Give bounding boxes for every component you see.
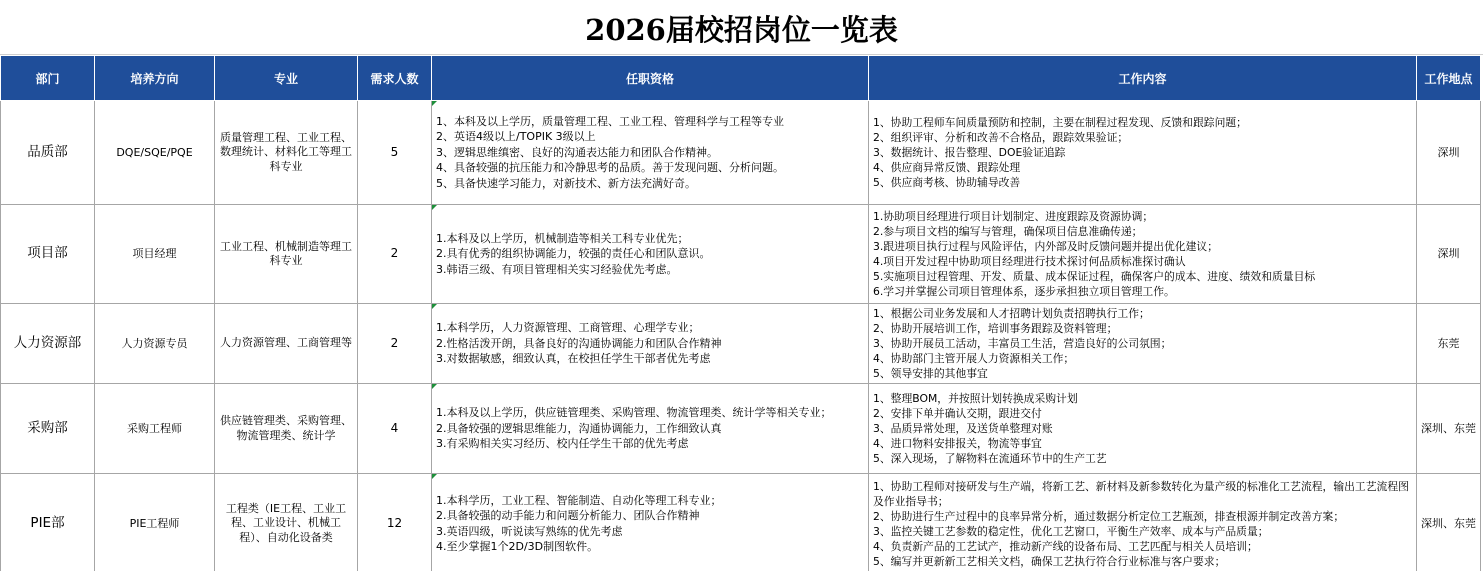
major-cell[interactable]: 质量管理工程、工业工程、数理统计、材料化工等理工科专业 (215, 101, 358, 205)
direction-cell[interactable]: DQE/SQE/PQE (95, 101, 215, 205)
duty-line: 4、供应商异常反馈、跟踪处理 (873, 161, 1021, 174)
count-cell[interactable]: 2 (358, 304, 432, 384)
count-cell[interactable]: 4 (358, 384, 432, 474)
duty-line: 1.协助项目经理进行项目计划制定、进度跟踪及资源协调； (873, 210, 1154, 223)
qualification-line: 2.具备较强的动手能力和问题分析能力、团队合作精神 (436, 509, 700, 522)
qualification-line: 1.本科学历，工业工程、智能制造、自动化等理工科专业； (436, 493, 722, 507)
location-cell[interactable]: 深圳 (1417, 101, 1481, 205)
qualification-line: 2.性格活泼开朗，具备良好的沟通协调能力和团队合作精神 (436, 336, 722, 350)
direction-cell[interactable]: 采购工程师 (95, 384, 215, 474)
page-title: 2026届校招岗位一览表 (0, 0, 1483, 55)
location-cell[interactable]: 深圳、东莞 (1417, 384, 1481, 474)
major-cell[interactable]: 人力资源管理、工商管理等 (215, 304, 358, 384)
duty-line: 3、监控关键工艺参数的稳定性，优化工艺窗口，平衡生产效率、成本与产品质量； (873, 524, 1269, 538)
dept-cell[interactable]: PIE部 (1, 474, 95, 571)
duty-line: 4、负责新产品的工艺试产，推动新产线的设备布局、工艺匹配与相关人员培训； (873, 539, 1258, 553)
duties-cell[interactable] (869, 304, 1417, 384)
table-row (1, 304, 1481, 384)
duties-cell[interactable] (869, 474, 1417, 571)
duty-line: 2、安排下单并确认交期，跟进交付 (873, 407, 1042, 420)
duty-line: 5.实施项目过程管理、开发、质量、成本保证过程，确保客户的成本、进度、绩效和质量目标 (873, 270, 1316, 283)
direction-cell[interactable]: 人力资源专员 (95, 304, 215, 384)
dept-cell[interactable]: 项目部 (1, 205, 95, 304)
qualification-line: 1.本科及以上学历，机械制造等相关工科专业优先； (436, 231, 689, 245)
dept-cell[interactable]: 人力资源部 (1, 304, 95, 384)
duty-line: 3.跟进项目执行过程与风险评估，内外部及时反馈问题并提出优化建议； (873, 240, 1219, 253)
location-cell[interactable]: 深圳 (1417, 205, 1481, 304)
qualifications-cell[interactable] (432, 384, 869, 474)
duty-line: 1、协助工程师车间质量预防和控制，主要在制程过程发现、反馈和跟踪问题； (873, 116, 1247, 129)
table-row (1, 474, 1481, 571)
qualification-line: 4.至少掌握1个2D/3D制图软件。 (436, 540, 599, 553)
duty-line: 3、协助开展员工活动，丰富员工生活，营造良好的公司氛围； (873, 337, 1172, 350)
qualification-line: 2.具备较强的逻辑思维能力，沟通协调能力，工作细致认真 (436, 421, 722, 435)
header-location[interactable]: 工作地点 (1417, 56, 1481, 101)
duty-line: 5、领导安排的其他事宜 (873, 367, 988, 380)
duty-line: 1、整理BOM，并按照计划转换成采购计划 (873, 392, 1078, 405)
major-cell[interactable]: 供应链管理类、采购管理、物流管理类、统计学 (215, 384, 358, 474)
duty-line: 2、协助开展培训工作，培训事务跟踪及资料管理； (873, 322, 1118, 335)
header-direction[interactable]: 培养方向 (95, 56, 215, 101)
qualifications-cell[interactable] (432, 101, 869, 205)
header-count[interactable]: 需求人数 (358, 56, 432, 101)
duty-line: 6.学习并掌握公司项目管理体系，逐步承担独立项目管理工作。 (873, 285, 1175, 298)
qualification-line: 3.韩语三级、有项目管理相关实习经验优先考虑。 (436, 262, 678, 276)
direction-cell[interactable]: 项目经理 (95, 205, 215, 304)
qualification-line: 5、具备快速学习能力，对新技术、新方法充满好奇。 (436, 176, 696, 190)
duty-line: 2、组织评审、分析和改善不合格品，跟踪效果验证； (873, 131, 1129, 144)
qualifications-cell[interactable] (432, 304, 869, 384)
header-qualifications[interactable]: 任职资格 (432, 56, 869, 101)
major-cell[interactable]: 工业工程、机械制造等理工科专业 (215, 205, 358, 304)
duty-line: 1、协助工程师对接研发与生产端，将新工艺、新材料及新参数转化为量产级的标准化工艺流程，输出工艺流程图及作业指导书； (873, 479, 1409, 508)
qualification-line: 3.有采购相关实习经历、校内任学生干部的优先考虑 (436, 437, 689, 451)
qualification-line: 2、英语4级以上/TOPIK 3级以上 (436, 130, 596, 144)
duties-cell[interactable] (869, 384, 1417, 474)
count-cell[interactable]: 2 (358, 205, 432, 304)
qualifications-cell[interactable] (432, 474, 869, 571)
duty-line: 2.参与项目文档的编写与管理，确保项目信息准确传递； (873, 225, 1143, 238)
dept-cell[interactable]: 品质部 (1, 101, 95, 205)
qualification-line: 3.英语四级，听说读写熟练的优先考虑 (436, 524, 623, 538)
duty-line: 4、进口物料安排报关，物流等事宜 (873, 437, 1042, 450)
qualification-line: 2.具有优秀的组织协调能力，较强的责任心和团队意识。 (436, 247, 711, 261)
location-cell[interactable]: 深圳、东莞 (1417, 474, 1481, 571)
duty-line: 1、根据公司业务发展和人才招聘计划负责招聘执行工作； (873, 307, 1150, 320)
major-cell[interactable]: 工程类（IE工程、工业工程、工业设计、机械工程）、自动化设备类 (215, 474, 358, 571)
qualification-line: 3、逻辑思维缜密、良好的沟通表达能力和团队合作精神。 (436, 145, 718, 159)
jobs-table (0, 55, 1481, 571)
qualification-line: 1.本科学历，人力资源管理、工商管理、心理学专业； (436, 321, 700, 335)
duty-line: 5、编写并更新新工艺相关文档，确保工艺执行符合行业标准与客户要求； (873, 554, 1226, 568)
duties-cell[interactable] (869, 205, 1417, 304)
count-cell[interactable]: 5 (358, 101, 432, 205)
duty-line: 2、协助进行生产过程中的良率异常分析，通过数据分析定位工艺瓶颈，排查根源并制定改善方案； (873, 509, 1345, 523)
header-duties[interactable]: 工作内容 (869, 56, 1417, 101)
qualification-line: 3.对数据敏感，细致认真，在校担任学生干部者优先考虑 (436, 352, 711, 366)
direction-cell[interactable]: PIE工程师 (95, 474, 215, 571)
duty-line: 4、协助部门主管开展人力资源相关工作； (873, 352, 1075, 365)
duty-line: 3、品质异常处理，及送货单整理对账 (873, 422, 1053, 435)
qualifications-cell[interactable] (432, 205, 869, 304)
duty-line: 5、深入现场，了解物料在流通环节中的生产工艺 (873, 452, 1107, 465)
qualification-line: 1.本科及以上学历，供应链管理类、采购管理、物流管理类、统计学等相关专业； (436, 406, 832, 420)
header-dept[interactable]: 部门 (1, 56, 95, 101)
count-cell[interactable]: 12 (358, 474, 432, 571)
duty-line: 3、数据统计、报告整理、DOE验证追踪 (873, 146, 1066, 159)
duty-line: 5、供应商考核、协助辅导改善 (873, 176, 1021, 189)
location-cell[interactable]: 东莞 (1417, 304, 1481, 384)
dept-cell[interactable]: 采购部 (1, 384, 95, 474)
header-row (1, 56, 1481, 101)
duty-line: 4.项目开发过程中协助项目经理进行技术探讨何品质标准探讨确认 (873, 255, 1186, 268)
qualification-line: 1、本科及以上学历，质量管理工程、工业工程、管理科学与工程等专业 (436, 114, 784, 128)
qualification-line: 4、具备较强的抗压能力和冷静思考的品质。善于发现问题、分析问题。 (436, 161, 784, 175)
header-major[interactable]: 专业 (215, 56, 358, 101)
table-row (1, 101, 1481, 205)
table-row (1, 384, 1481, 474)
table-row (1, 205, 1481, 304)
duties-cell[interactable] (869, 101, 1417, 205)
